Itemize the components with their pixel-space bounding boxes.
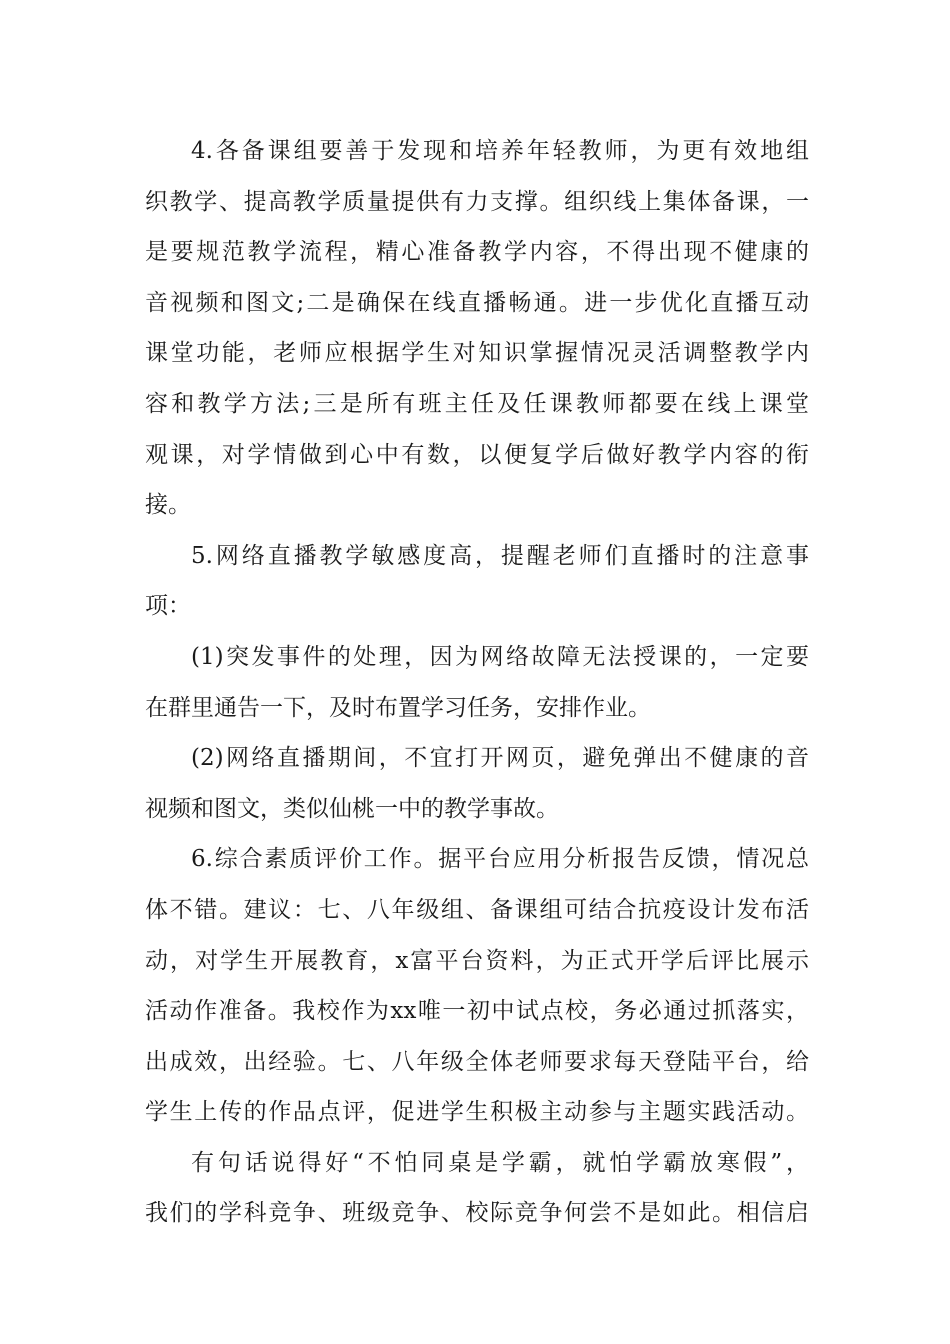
item-1-line-1: (1)突发事件的处理，因为网络故障无法授课的，一定要	[191, 643, 809, 670]
paragraph-4-line-7: 观课，对学情做到心中有数，以便复学后做好教学内容的衔	[145, 441, 809, 468]
paragraph-4-line-6: 容和教学方法;三是所有班主任及任课教师都要在线上课堂	[145, 390, 809, 417]
paragraph-4-line-2: 织教学、提高教学质量提供有力支撑。组织线上集体备课，一	[145, 188, 809, 215]
paragraph-4-line-4: 音视频和图文;二是确保在线直播畅通。进一步优化直播互动	[145, 289, 809, 316]
paragraph-6-line-2: 体不错。建议：七、八年级组、备课组可结合抗疫设计发布活	[145, 896, 809, 923]
paragraph-6-line-3: 动，对学生开展教育，x富平台资料，为正式开学后评比展示	[145, 947, 809, 974]
closing-paragraph-line-1: 有句话说得好“不怕同桌是学霸，就怕学霸放寒假”，	[191, 1149, 809, 1176]
paragraph-6-line-1: 6.综合素质评价工作。据平台应用分析报告反馈，情况总	[191, 846, 809, 873]
paragraph-4-line-3: 是要规范教学流程，精心准备教学内容，不得出现不健康的	[145, 239, 809, 266]
paragraph-6-line-5: 出成效，出经验。七、八年级全体老师要求每天登陆平台，给	[145, 1048, 809, 1075]
paragraph-6-line-6: 学生上传的作品点评，促进学生积极主动参与主题实践活动。	[145, 1099, 809, 1126]
document-body	[145, 126, 809, 1239]
item-2-line-2: 视频和图文，类似仙桃一中的教学事故。	[145, 795, 559, 822]
item-2-line-1: (2)网络直播期间，不宜打开网页，避免弹出不健康的音	[191, 745, 809, 772]
paragraph-5-line-2: 项：	[145, 593, 191, 620]
paragraph-4-line-1: 4.各备课组要善于发现和培养年轻教师，为更有效地组	[191, 138, 809, 164]
paragraph-5-line-1: 5.网络直播教学敏感度高，提醒老师们直播时的注意事	[191, 542, 809, 569]
paragraph-4-line-8: 接。	[145, 492, 191, 519]
paragraph-4-line-5: 课堂功能，老师应根据学生对知识掌握情况灵活调整教学内	[145, 340, 809, 367]
paragraph-6-line-4: 活动作准备。我校作为xx唯一初中试点校，务必通过抓落实，	[145, 998, 809, 1025]
item-1-line-2: 在群里通告一下，及时布置学习任务，安排作业。	[145, 694, 651, 721]
closing-paragraph-line-2: 我们的学科竞争、班级竞争、校际竞争何尝不是如此。相信启	[145, 1200, 809, 1227]
